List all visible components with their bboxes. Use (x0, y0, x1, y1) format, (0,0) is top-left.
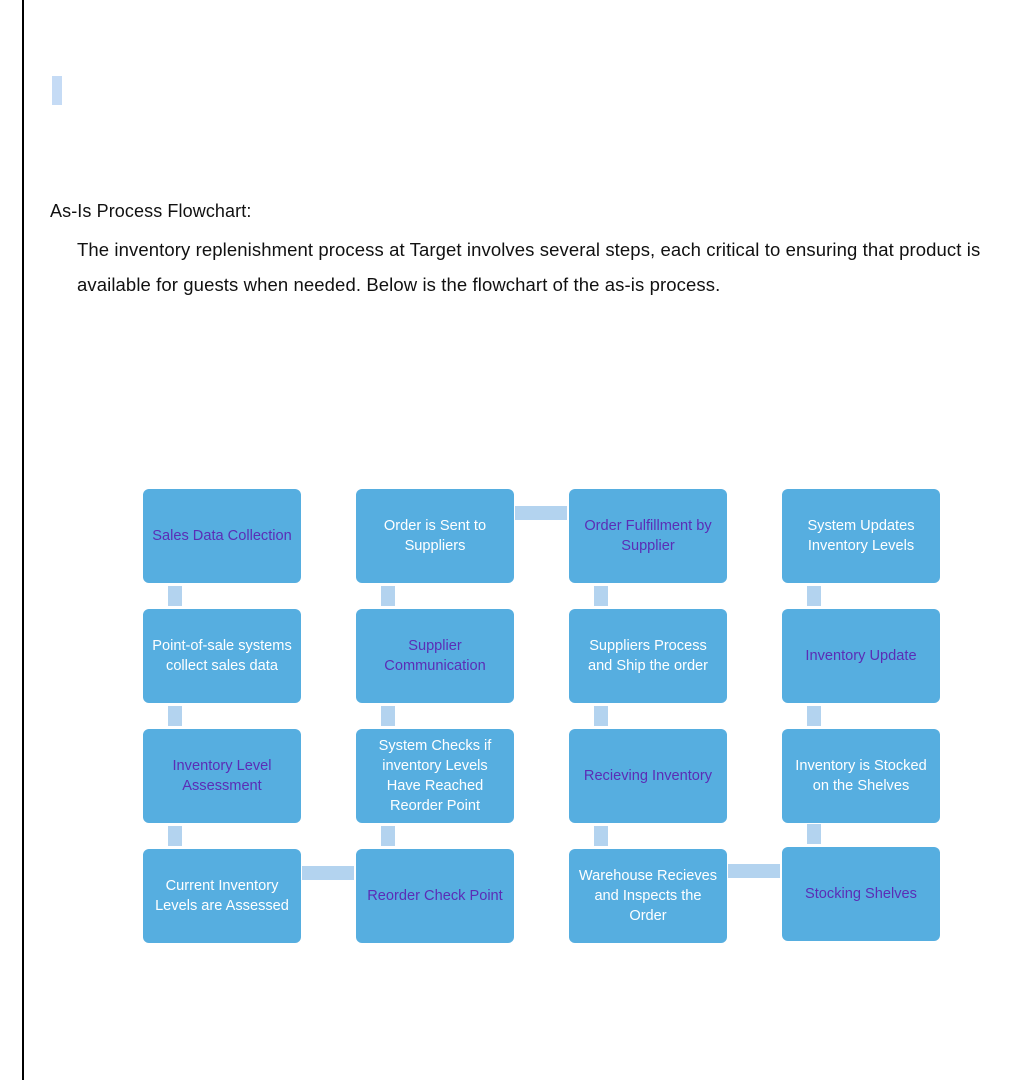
flow-box-inventory-stocked: Inventory is Stocked on the Shelves (782, 729, 940, 823)
connector-c2-r1 (381, 586, 395, 606)
flow-box-system-checks: System Checks if inventory Levels Have Reached Reorder Point (356, 729, 514, 823)
page-left-border (22, 0, 24, 1080)
connector-c3-r2 (594, 706, 608, 726)
connector-c1-r1 (168, 586, 182, 606)
flow-box-reorder-check-point: Reorder Check Point (356, 849, 514, 943)
intro-paragraph: The inventory replenishment process at Target involves several steps, each critical to ensuring that product is available for guests when needed. Below is the flowchart of the as-is process. (77, 239, 981, 295)
flow-box-recieving-inventory: Recieving Inventory (569, 729, 727, 823)
flow-box-point-of-sale: Point-of-sale systems collect sales data (143, 609, 301, 703)
flow-box-inventory-update: Inventory Update (782, 609, 940, 703)
connector-c4-r3 (807, 824, 821, 844)
connector-h-bottom-left (302, 866, 354, 880)
connector-c2-r3 (381, 826, 395, 846)
connector-c3-r3 (594, 826, 608, 846)
flow-box-system-updates: System Updates Inventory Levels (782, 489, 940, 583)
flow-box-suppliers-process: Suppliers Process and Ship the order (569, 609, 727, 703)
connector-c4-r1 (807, 586, 821, 606)
flow-box-order-sent: Order is Sent to Suppliers (356, 489, 514, 583)
text-cursor (52, 76, 62, 105)
connector-c1-r3 (168, 826, 182, 846)
section-heading: As-Is Process Flowchart: (50, 201, 252, 221)
flow-box-inventory-level-assessment: Inventory Level Assessment (143, 729, 301, 823)
connector-c1-r2 (168, 706, 182, 726)
connector-h-top (515, 506, 567, 520)
connector-h-bottom-right (728, 864, 780, 878)
connector-c3-r1 (594, 586, 608, 606)
flow-box-order-fulfillment: Order Fulfillment by Supplier (569, 489, 727, 583)
flow-box-supplier-communication: Supplier Communication (356, 609, 514, 703)
flow-box-stocking-shelves: Stocking Shelves (782, 847, 940, 941)
flow-box-sales-data-collection: Sales Data Collection (143, 489, 301, 583)
flow-box-warehouse-recieves: Warehouse Recieves and Inspects the Order (569, 849, 727, 943)
flow-box-current-inventory: Current Inventory Levels are Assessed (143, 849, 301, 943)
connector-c4-r2 (807, 706, 821, 726)
connector-c2-r2 (381, 706, 395, 726)
